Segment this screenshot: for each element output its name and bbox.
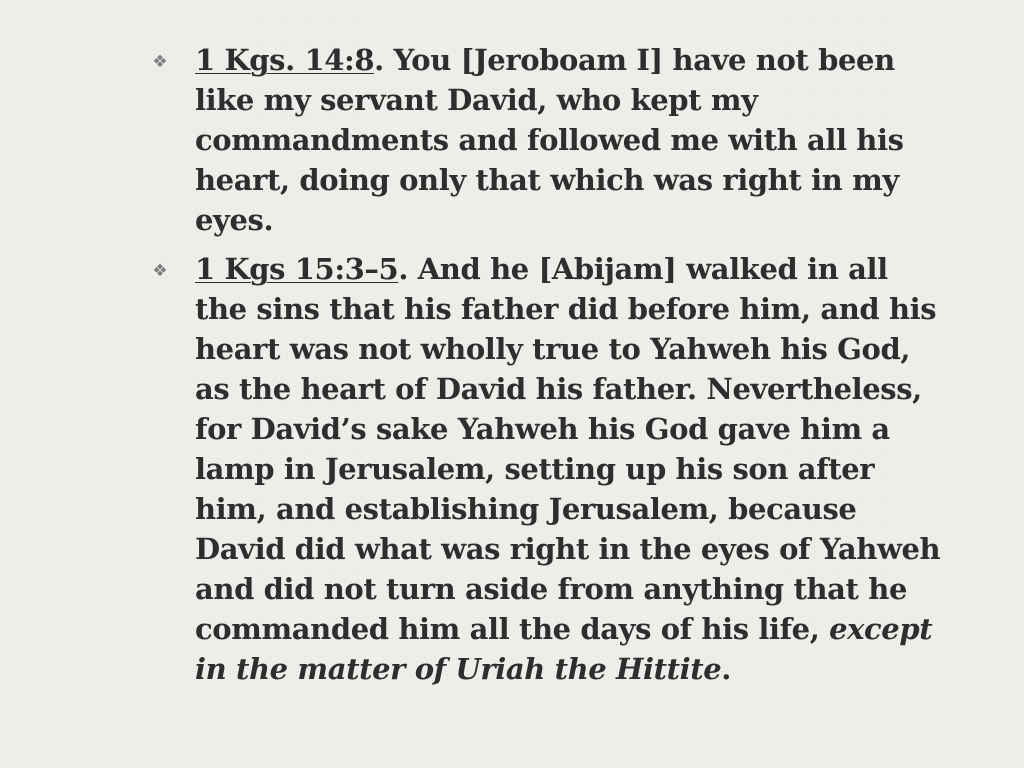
bullet-item — [144, 40, 944, 240]
scripture-reference: 1 Kgs. 14:8 — [195, 43, 375, 77]
quote-text: . You [Jeroboam I] have not been like my servant David, who kept my commandments and followed me with all his heart, doing only that which was right in my eyes. — [195, 43, 904, 237]
closing-punctuation: . — [721, 652, 731, 686]
italic-emphasis: except in the matter of Uriah the Hittite — [195, 612, 933, 686]
bullet-item — [144, 249, 944, 689]
bullet-text — [195, 40, 944, 240]
diamond-bullet-icon: ❖ — [152, 52, 168, 72]
scripture-reference: 1 Kgs 15:3–5 — [195, 252, 399, 286]
quote-text: . And he [Abijam] walked in all the sins that his father did before him, and his heart was not wholly true to Yahweh his God, as the heart of David his father. Nevertheless, for David’s sake Yahweh his God gave him a lamp in Jerusalem, setting up his son after him, and establishing Jerusalem, because David did what was right in the eyes of Yahweh and did not turn aside from anything that he commanded him all the days of his life, — [195, 252, 941, 646]
diamond-bullet-icon: ❖ — [152, 261, 168, 281]
bullet-list — [144, 40, 944, 698]
bullet-text — [195, 249, 944, 689]
